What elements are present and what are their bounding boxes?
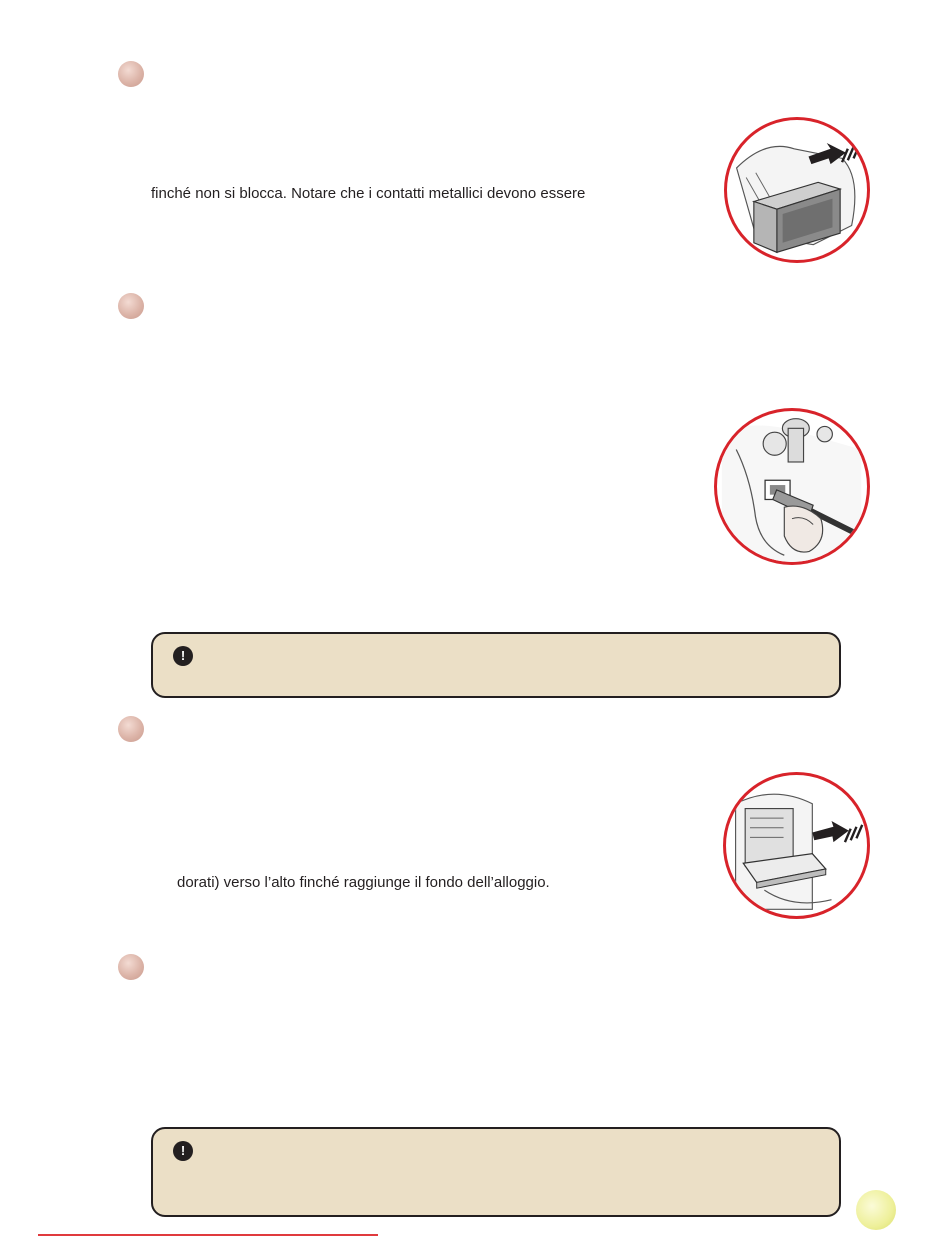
warning-icon: !: [173, 646, 193, 666]
footer-rule: [38, 1234, 378, 1236]
section-bullet-3: [118, 716, 144, 742]
page-number-badge: [856, 1190, 896, 1230]
section-bullet-4: [118, 954, 144, 980]
section-bullet-2: [118, 293, 144, 319]
section-bullet-1: [118, 61, 144, 87]
warning-icon: !: [173, 1141, 193, 1161]
memory-card-insertion-illustration: [723, 772, 870, 919]
battery-insertion-illustration: [724, 117, 870, 263]
battery-instruction-text: finché non si blocca. Notare che i contatti metallici devono essere: [151, 185, 586, 202]
note-box-1: [151, 632, 841, 698]
usb-cable-connection-illustration: [714, 408, 870, 565]
note-box-2: [151, 1127, 841, 1217]
memory-card-instruction-text: dorati) verso l’alto finché raggiunge il fondo dell’alloggio.: [177, 874, 550, 891]
